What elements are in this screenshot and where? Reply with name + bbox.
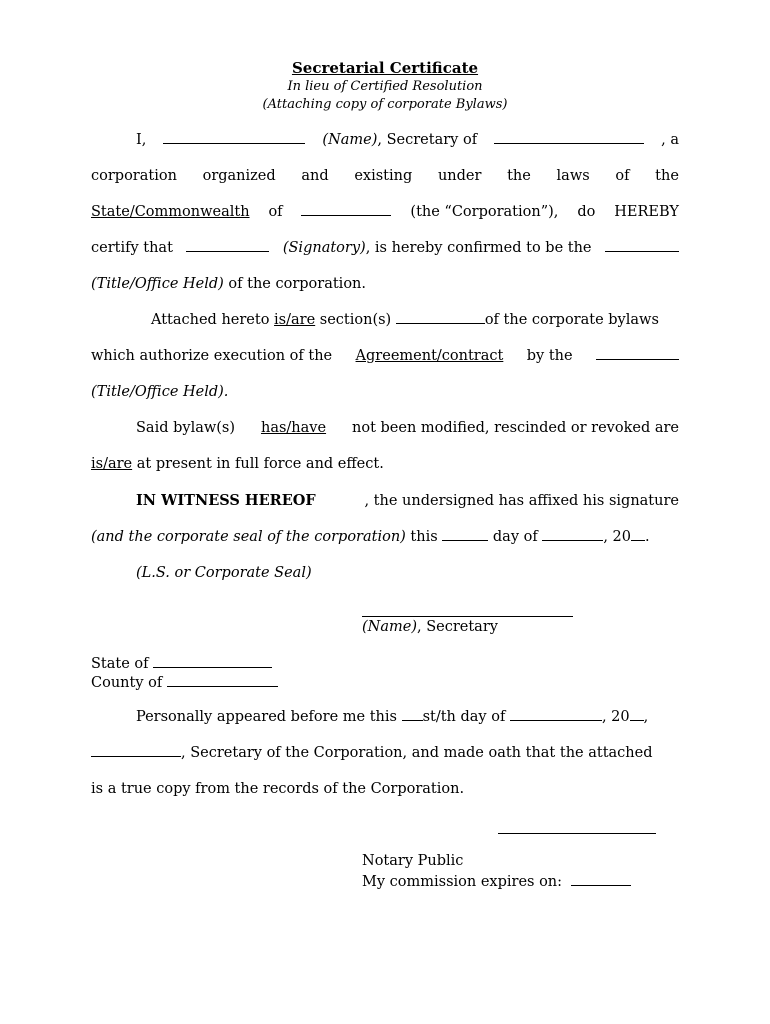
attached-hereto-text: Attached hereto (151, 312, 275, 328)
word: under (437, 168, 482, 184)
in-witness-hereof-text: IN WITNESS HEREOF (136, 492, 316, 509)
confirmed-text: , is hereby confirmed to be the (365, 240, 592, 256)
oath-month-blank[interactable] (510, 706, 602, 721)
paragraph-1-line-1 (91, 129, 679, 151)
county-of-blank[interactable] (167, 672, 278, 687)
paragraph-2-line-1 (91, 309, 679, 331)
signature-line[interactable] (362, 616, 573, 617)
word: organized (202, 168, 276, 184)
witness-line-1 (91, 490, 679, 512)
corporate-seal-text: (and the corporate seal of the corporation) (91, 529, 406, 545)
county-of-label: County of (91, 675, 163, 691)
oath-day-blank[interactable] (402, 706, 423, 721)
do-text: do (577, 204, 596, 220)
month-blank[interactable] (542, 526, 603, 541)
period-text: . (645, 529, 650, 545)
agreement-contract-text: Agreement/contract (355, 348, 504, 364)
a-text: , a (661, 132, 679, 148)
paragraph-1-line-3 (91, 201, 679, 223)
by-the-text: by the (526, 348, 573, 364)
paragraph-1-line-4 (91, 237, 679, 259)
witness-line-2 (91, 526, 679, 548)
st-th-day-text: st/th day of (422, 709, 510, 725)
sections-blank[interactable] (396, 309, 485, 324)
of-bylaws-text: of the corporate bylaws (484, 312, 659, 328)
state-commonwealth-text: State/Commonwealth (91, 204, 250, 220)
year-blank[interactable] (631, 526, 645, 541)
oath-line-3: is a true copy from the records of the Corporation. (91, 781, 465, 797)
has-have-text: has/have (260, 420, 327, 436)
state-of-row (91, 653, 272, 674)
paragraph-1-line-5 (91, 273, 679, 295)
oath-year-blank[interactable] (630, 706, 644, 721)
word: corporation (91, 168, 177, 184)
signature-name-label: (Name) (362, 619, 417, 635)
made-oath-text: , Secretary of the Corporation, and made oath that the attached (181, 745, 653, 761)
state-blank[interactable] (301, 201, 391, 216)
state-of-blank[interactable] (153, 653, 272, 668)
of-corporation-text: of the corporation. (223, 276, 366, 292)
oath-line-2 (91, 742, 679, 764)
county-of-row (91, 672, 278, 693)
sections-text: section(s) (315, 312, 396, 328)
signature-role-label: , Secretary (416, 619, 498, 635)
oath-comma: , (643, 709, 649, 725)
authorized-title-blank[interactable] (596, 345, 679, 360)
secretary-of-text: , Secretary of (377, 132, 478, 148)
oath-line-1 (91, 706, 679, 728)
word: existing (354, 168, 413, 184)
commission-label: My commission expires on: (362, 874, 563, 890)
oath-year-prefix: , 20 (601, 709, 630, 725)
document-title: Secretarial Certificate (291, 59, 479, 77)
signature-caption (362, 618, 498, 637)
commission-row (362, 871, 631, 892)
word: laws (556, 168, 590, 184)
authorize-text: which authorize execution of the (91, 348, 333, 364)
commission-date-blank[interactable] (571, 871, 631, 886)
certify-that-text: certify that (91, 240, 173, 256)
affixed-signature-text: , the undersigned has affixed his signature (364, 493, 679, 509)
notary-signature-line[interactable] (498, 833, 656, 834)
full-force-text: at present in full force and effect. (132, 456, 384, 472)
day-of-text: day of (488, 529, 543, 545)
signatory-label: (Signatory) (282, 240, 366, 256)
pronoun-text: I, (136, 132, 147, 148)
word: the (655, 168, 679, 184)
word: the (507, 168, 531, 184)
word: and (301, 168, 329, 184)
paragraph-3-line-2 (91, 453, 679, 475)
year-prefix-text: , 20 (603, 529, 631, 545)
state-of-label: State of (91, 656, 149, 672)
secretary-name-blank[interactable] (91, 742, 181, 757)
corporation-definition-text: (the “Corporation”), (410, 204, 559, 220)
seal-placeholder: (L.S. or Corporate Seal) (136, 565, 312, 581)
is-are-text-2: is/are (91, 456, 133, 472)
paragraph-1-line-2 (91, 165, 679, 187)
title-office-label: (Title/Office Held) (91, 276, 224, 292)
document-subtitle: In lieu of Certified Resolution (287, 79, 483, 94)
of-text: of (268, 204, 283, 220)
not-modified-text: not been modified, rescinded or revoked are (352, 420, 679, 436)
paragraph-3-line-1 (91, 417, 679, 439)
notary-public-label: Notary Public (362, 853, 464, 869)
paragraph-2-line-3: (Title/Office Held). (91, 384, 229, 400)
name-blank[interactable] (163, 129, 305, 144)
paragraph-2-line-2 (91, 345, 679, 367)
hereby-text: HEREBY (614, 204, 679, 220)
company-blank[interactable] (494, 129, 644, 144)
title-blank[interactable] (605, 237, 679, 252)
said-bylaws-text: Said bylaw(s) (136, 420, 236, 436)
personally-appeared-text: Personally appeared before me this (136, 709, 402, 725)
is-are-text: is/are (274, 312, 316, 328)
word: of (615, 168, 630, 184)
name-label: (Name) (322, 132, 378, 148)
signatory-blank[interactable] (186, 237, 269, 252)
this-text: this (405, 529, 443, 545)
document-subtitle-attachment: (Attaching copy of corporate Bylaws) (262, 97, 508, 112)
day-blank[interactable] (442, 526, 488, 541)
